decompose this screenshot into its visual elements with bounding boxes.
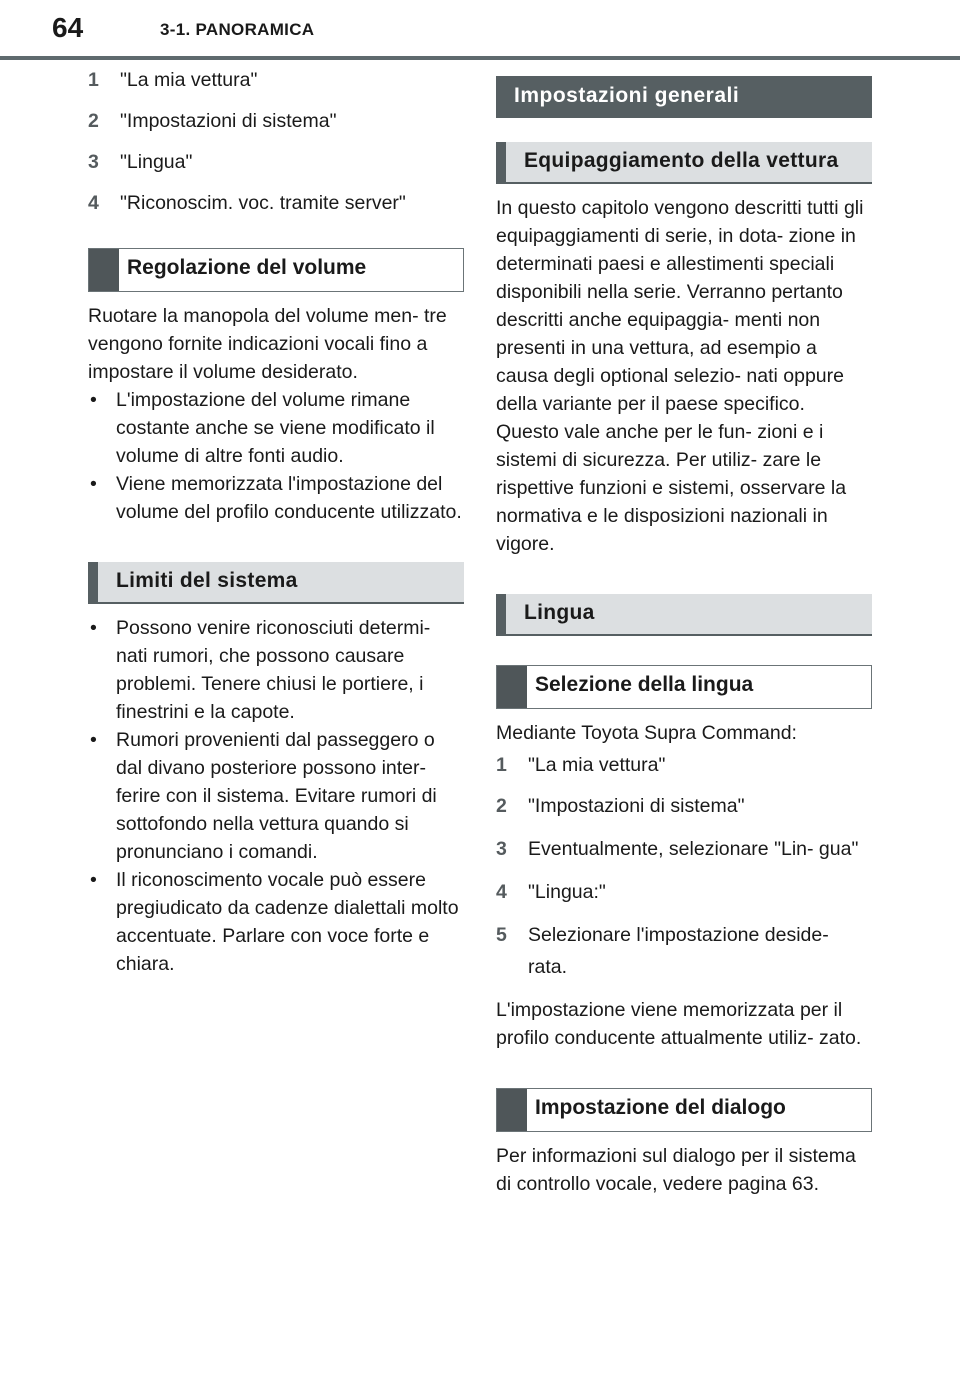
heading-label: Selezione della lingua <box>535 673 754 696</box>
step-item <box>496 878 872 906</box>
limits-heading: Limiti del sistema <box>88 562 464 604</box>
step-text: "Lingua" <box>120 151 193 173</box>
step-number: 1 <box>88 69 99 91</box>
step-item <box>88 107 464 135</box>
step-number: 2 <box>496 795 507 817</box>
language-intro: Mediante Toyota Supra Command: <box>496 722 797 744</box>
heading-bar <box>89 249 119 291</box>
equipment-paragraph: In questo capitolo vengono descritti tutti gli equipaggiamenti di serie, in dota- zione in determinati paesi e allestimenti speciali disponibili nella serie. Verranno pertanto descritti anche equipaggia- menti non presenti in una vettura, ad esempio a causa degli optional selezio- nati oppure della variante per il paese specifico. Questo vale anche per le fun- zioni e i sistemi di sicurezza. Per utiliz- zare le rispettive funzioni e sistemi, osservare la normativa e le disposizioni nazionali in vigore. <box>496 197 864 555</box>
equipment-heading: Equipaggiamento della vettura <box>496 142 872 184</box>
step-number: 4 <box>496 881 507 903</box>
step-item <box>496 792 872 820</box>
step-number: 3 <box>88 151 99 173</box>
page-number: 64 <box>52 12 84 43</box>
volume-paragraph: Ruotare la manopola del volume men- tre vengono fornite indicazioni vocali fino a impostare il volume desiderato. <box>88 305 447 383</box>
step-number: 5 <box>496 924 507 946</box>
heading-bar <box>497 1089 527 1131</box>
limits-bullet-list <box>88 614 464 978</box>
step-item <box>88 148 464 176</box>
step-text: "Impostazioni di sistema" <box>120 110 337 132</box>
step-item <box>496 919 872 983</box>
general-settings-heading: Impostazioni generali <box>496 76 872 118</box>
dialog-heading <box>496 1088 872 1132</box>
step-text: "Riconoscim. voc. tramite server" <box>120 192 406 214</box>
step-text: "La mia vettura" <box>528 754 666 776</box>
page-header <box>0 0 960 60</box>
bullet-item: • Rumori provenienti dal passeggero o dal divano posteriore possono inter- ferire con il sistema. Evitare rumori di sottofondo nella vettura quando si pronunciano i comandi. <box>88 726 464 866</box>
step-item <box>496 833 872 865</box>
step-number: 2 <box>88 110 99 132</box>
step-text: Selezionare l'impostazione deside- rata. <box>528 924 829 978</box>
left-column <box>88 66 464 978</box>
heading-label: Regolazione del volume <box>127 256 367 279</box>
step-list <box>88 66 464 217</box>
header-rule <box>0 56 960 60</box>
step-item <box>88 66 464 94</box>
volume-heading <box>88 248 464 292</box>
chapter-title: 3-1. PANORAMICA <box>160 20 315 39</box>
step-number: 3 <box>496 838 507 860</box>
bullet-item: • Possono venire riconosciuti determi- nati rumori, che possono causare problemi. Tenere chiusi le portiere, i finestrini e la capote. <box>88 614 464 726</box>
step-text: "La mia vettura" <box>120 69 258 91</box>
step-text: "Impostazioni di sistema" <box>528 795 745 817</box>
step-text: "Lingua:" <box>528 881 606 903</box>
heading-label: Impostazione del dialogo <box>535 1096 786 1119</box>
dialog-paragraph: Per informazioni sul dialogo per il sistema di controllo vocale, vedere pagina 63. <box>496 1145 856 1195</box>
language-heading: Lingua <box>496 594 872 636</box>
step-item <box>496 751 872 779</box>
step-text: Eventualmente, selezionare "Lin- gua" <box>528 838 859 860</box>
language-paragraph: L'impostazione viene memorizzata per il profilo conducente attualmente utiliz- zato. <box>496 999 862 1049</box>
right-column <box>496 76 872 1198</box>
step-number: 4 <box>88 192 99 214</box>
step-number: 1 <box>496 754 507 776</box>
volume-bullet-list <box>88 386 464 526</box>
step-item <box>88 189 464 217</box>
bullet-item: • Viene memorizzata l'impostazione del volume del profilo conducente utilizzato. <box>88 470 464 526</box>
bullet-item: • Il riconoscimento vocale può essere pregiudicato da cadenze dialettali molto accentuate. Parlare con voce forte e chiara. <box>88 866 464 978</box>
language-step-list <box>496 751 872 983</box>
heading-bar <box>497 666 527 708</box>
bullet-item: • L'impostazione del volume rimane costante anche se viene modificato il volume di altre fonti audio. <box>88 386 464 470</box>
language-select-heading <box>496 665 872 709</box>
